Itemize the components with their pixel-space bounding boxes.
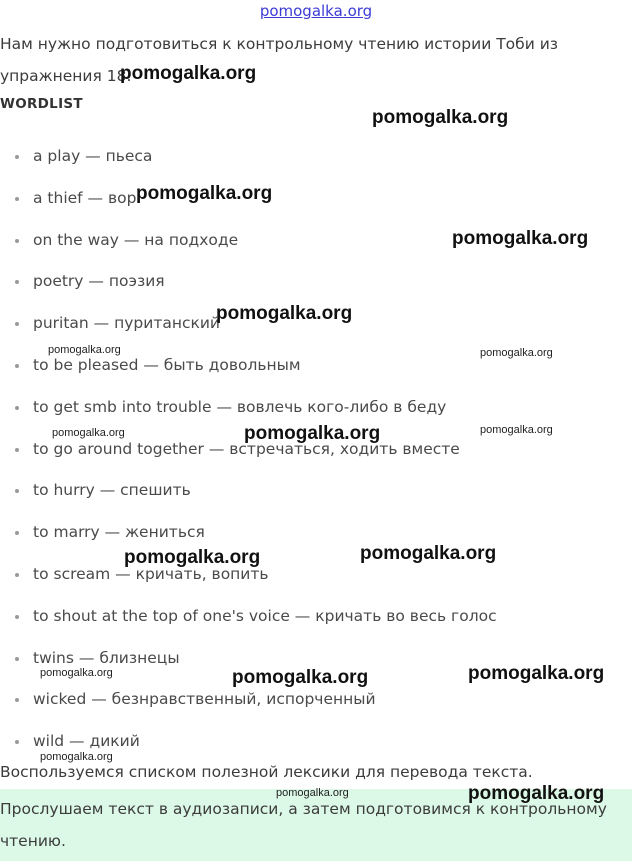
watermark: pomogalka.org xyxy=(468,783,605,804)
callout-text: Прослушаем текст в аудиозаписи, а затем подготовимся к контрольному чтению. xyxy=(0,800,607,850)
bullet-icon xyxy=(15,364,19,368)
bullet-icon xyxy=(15,448,19,452)
list-item-text: a play — пьеса xyxy=(33,147,153,165)
list-item-text: wild — дикий xyxy=(33,732,140,751)
bullet-icon xyxy=(15,740,19,744)
site-header-link[interactable]: pomogalka.org xyxy=(259,2,373,20)
list-item xyxy=(0,261,632,303)
watermark: pomogalka.org xyxy=(468,663,605,684)
list-item-text: to marry — жениться xyxy=(33,523,205,542)
bullet-icon xyxy=(15,239,19,243)
bullet-icon xyxy=(15,155,19,159)
bullet-icon xyxy=(15,489,19,493)
closing-text: Воспользуемся списком полезной лексики для перевода текста. xyxy=(0,763,533,781)
bullet-icon xyxy=(15,698,19,702)
list-item xyxy=(0,596,632,638)
watermark: pomogalka.org xyxy=(40,751,113,763)
list-item-text: to get smb into trouble — вовлечь кого-либо в беду xyxy=(33,397,447,416)
list-item xyxy=(0,136,632,178)
watermark: pomogalka.org xyxy=(136,183,273,204)
list-item-text: to hurry — спешить xyxy=(33,481,191,500)
list-item xyxy=(0,554,632,596)
list-item xyxy=(0,512,632,554)
watermark: pomogalka.org xyxy=(120,63,257,84)
list-item xyxy=(0,178,632,220)
list-item-text: puritan — пуританский xyxy=(33,314,221,333)
list-item-text: on the way — на подходе xyxy=(33,230,239,249)
wordlist-heading: WORDLIST xyxy=(0,96,83,112)
watermark: pomogalka.org xyxy=(216,303,353,324)
watermark: pomogalka.org xyxy=(480,424,553,436)
list-item-text: wicked — безнравственный, испорченный xyxy=(33,690,376,709)
bullet-icon xyxy=(15,657,19,661)
watermark: pomogalka.org xyxy=(40,667,113,679)
bullet-icon xyxy=(15,280,19,284)
list-item xyxy=(0,470,632,512)
watermark: pomogalka.org xyxy=(360,543,497,564)
watermark: pomogalka.org xyxy=(372,107,509,128)
intro-paragraph: Нам нужно подготовиться к контрольному чтению истории Тоби из упражнения 18. xyxy=(0,35,559,85)
list-item-text: to be pleased — быть довольным xyxy=(33,355,301,374)
bullet-icon xyxy=(15,197,19,201)
watermark: pomogalka.org xyxy=(48,344,121,356)
watermark: pomogalka.org xyxy=(232,667,369,688)
bullet-icon xyxy=(15,322,19,326)
watermark: pomogalka.org xyxy=(124,547,261,568)
watermark: pomogalka.org xyxy=(276,787,349,799)
list-item-text: to scream — кричать, вопить xyxy=(33,564,269,583)
bullet-icon xyxy=(15,531,19,535)
watermark: pomogalka.org xyxy=(452,228,589,249)
watermark: pomogalka.org xyxy=(52,427,125,439)
list-item-text: twins — близнецы xyxy=(33,648,180,667)
list-item-text: to shout at the top of one's voice — кричать во весь голос xyxy=(33,606,497,625)
list-item-text: poetry — поэзия xyxy=(33,272,165,291)
bullet-icon xyxy=(15,615,19,619)
list-item-text: to go around together — встречаться, ходить вместе xyxy=(33,439,460,458)
watermark: pomogalka.org xyxy=(480,347,553,359)
watermark: pomogalka.org xyxy=(244,423,381,444)
bullet-icon xyxy=(15,573,19,577)
bullet-icon xyxy=(15,406,19,410)
list-item-text: a thief — вор xyxy=(33,188,137,207)
